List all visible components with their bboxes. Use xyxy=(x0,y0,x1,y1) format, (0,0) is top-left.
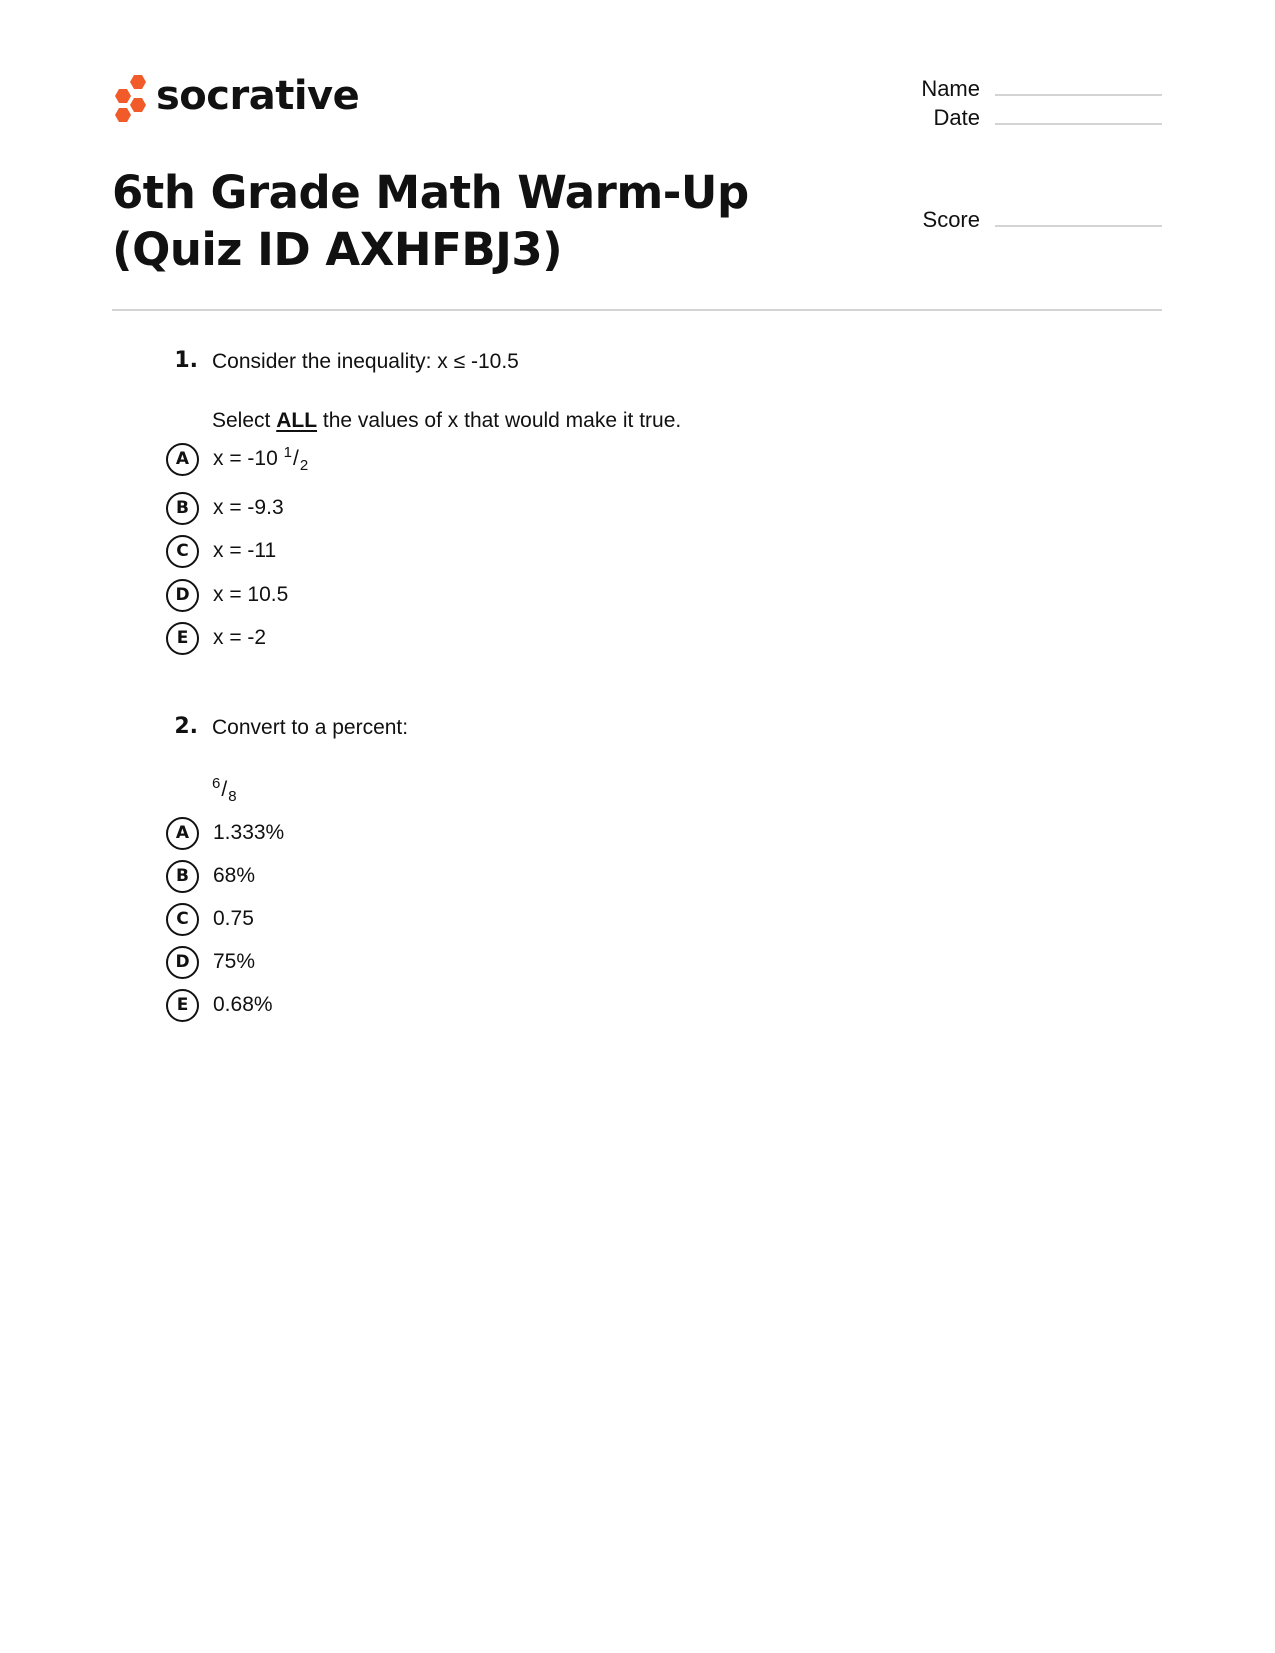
option-text: 1.333% xyxy=(213,821,285,844)
option-2d[interactable] xyxy=(166,945,255,979)
name-field[interactable] xyxy=(870,78,1162,100)
question-text: Consider the inequality: x ≤ -10.5 xyxy=(212,349,519,373)
date-blank-line[interactable] xyxy=(995,122,1162,125)
question-1-instruction: Select ALL the values of x that would make it true. xyxy=(212,409,682,432)
score-field[interactable] xyxy=(870,209,1162,231)
option-1c[interactable] xyxy=(166,534,276,568)
question-number: 2. xyxy=(174,714,198,739)
option-2c[interactable] xyxy=(166,902,254,936)
socrative-logo xyxy=(110,70,359,126)
date-label: Date xyxy=(933,105,980,130)
option-letter-circle[interactable]: D xyxy=(166,579,199,612)
option-2e[interactable] xyxy=(166,988,273,1022)
option-text: x = -10 $^1/_2$ xyxy=(213,444,309,475)
option-letter-circle[interactable]: C xyxy=(166,535,199,568)
option-1e[interactable] xyxy=(166,621,266,655)
option-1b[interactable] xyxy=(166,491,284,525)
option-text: 75% xyxy=(213,950,256,973)
question-1 xyxy=(158,350,519,372)
option-2a[interactable] xyxy=(166,816,284,850)
option-text: x = -11 xyxy=(213,539,277,562)
option-1d[interactable] xyxy=(166,578,288,612)
name-label: Name xyxy=(921,76,980,101)
option-text: 68% xyxy=(213,864,256,887)
page-title: 6th Grade Math Warm-Up (Quiz ID AXHFBJ3) xyxy=(112,166,749,276)
option-letter-circle[interactable]: C xyxy=(166,903,199,936)
question-number: 1. xyxy=(174,348,198,373)
option-text: x = -9.3 xyxy=(213,496,284,519)
name-blank-line[interactable] xyxy=(995,93,1162,96)
question-2-fraction: $^6/_8$ xyxy=(212,775,237,806)
option-letter-circle[interactable]: A xyxy=(166,443,199,476)
option-letter-circle[interactable]: B xyxy=(166,860,199,893)
option-text: 0.75 xyxy=(213,907,254,930)
option-text: x = -2 xyxy=(213,626,267,649)
score-blank-line[interactable] xyxy=(995,224,1162,227)
hexagon-cluster-icon xyxy=(110,72,148,124)
emphasis-all: ALL xyxy=(276,409,318,432)
option-letter-circle[interactable]: E xyxy=(166,622,199,655)
option-1a[interactable] xyxy=(166,442,308,476)
brand-name: socrative xyxy=(156,73,360,119)
option-letter-circle[interactable]: B xyxy=(166,492,199,525)
header-divider xyxy=(112,309,1162,311)
question-2 xyxy=(158,716,408,738)
option-2b[interactable] xyxy=(166,859,255,893)
option-letter-circle[interactable]: A xyxy=(166,817,199,850)
option-text: 0.68% xyxy=(213,993,273,1016)
score-label: Score xyxy=(922,207,980,232)
option-text: x = 10.5 xyxy=(213,583,289,606)
option-letter-circle[interactable]: E xyxy=(166,989,199,1022)
date-field[interactable] xyxy=(870,107,1162,129)
option-letter-circle[interactable]: D xyxy=(166,946,199,979)
question-text: Convert to a percent: xyxy=(212,715,409,739)
